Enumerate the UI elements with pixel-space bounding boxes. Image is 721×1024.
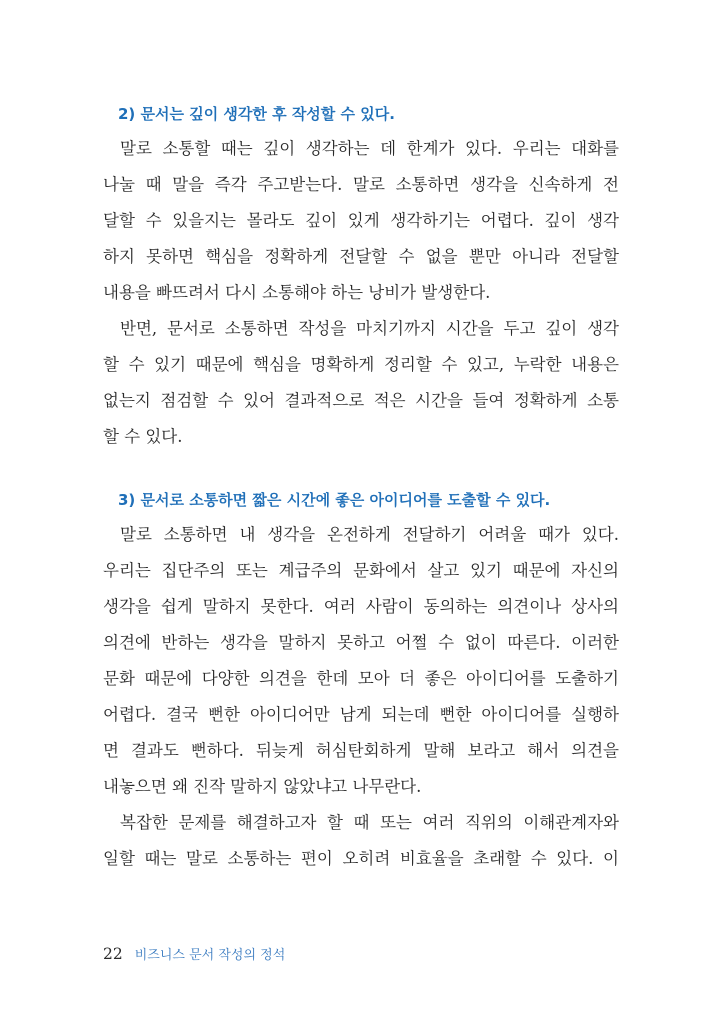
text-line: 나눌 때 말을 즉각 주고받는다. 말로 소통하면 생각을 신속하게 전 (103, 175, 619, 194)
text-line: 내놓으면 왜 진작 말하지 않았냐고 나무란다. (103, 777, 422, 796)
text-line: 할 수 있기 때문에 핵심을 명확하게 정리할 수 있고, 누락한 내용은 (103, 355, 619, 374)
text-line: 없는지 점검할 수 있어 결과적으로 적은 시간을 들여 정확하게 소통 (103, 391, 619, 410)
text-line: 달할 수 있을지는 몰라도 깊이 있게 생각하기는 어렵다. 깊이 생각 (103, 211, 619, 230)
section-3-paragraph-1 (103, 517, 619, 805)
text-line: 내용을 빠뜨려서 다시 소통해야 하는 낭비가 발생한다. (103, 283, 491, 302)
section-heading-2: 2) 문서는 깊이 생각한 후 작성할 수 있다. (118, 105, 395, 123)
text-line: 우리는 집단주의 또는 계급주의 문화에서 살고 있기 때문에 자신의 (103, 561, 619, 580)
text-line: 말로 소통할 때는 깊이 생각하는 데 한계가 있다. 우리는 대화를 (120, 139, 619, 158)
text-line: 반면, 문서로 소통하면 작성을 마치기까지 시간을 두고 깊이 생각 (120, 319, 619, 338)
text-line: 일할 때는 말로 소통하는 편이 오히려 비효율을 초래할 수 있다. 이 (103, 849, 619, 868)
section-3-paragraph-2 (103, 805, 619, 877)
text-line: 어렵다. 결국 뻔한 아이디어만 남게 되는데 뻔한 아이디어를 실행하 (103, 705, 619, 724)
text-line: 문화 때문에 다양한 의견을 한데 모아 더 좋은 아이디어를 도출하기 (103, 669, 619, 688)
text-line: 할 수 있다. (103, 427, 183, 446)
page-body (103, 103, 619, 877)
running-book-title: 비즈니스 문서 작성의 정석 (134, 948, 286, 963)
page-number: 22 (103, 945, 123, 963)
text-line: 말로 소통하면 내 생각을 온전하게 전달하기 어려울 때가 있다. (120, 525, 619, 544)
text-line: 생각을 쉽게 말하지 못한다. 여러 사람이 동의하는 의견이나 상사의 (103, 597, 619, 616)
page-footer (103, 944, 285, 964)
text-line: 의견에 반하는 생각을 말하지 못하고 어쩔 수 없이 따른다. 이러한 (103, 633, 619, 652)
text-line: 면 결과도 뻔하다. 뒤늦게 허심탄회하게 말해 보라고 해서 의견을 (103, 741, 619, 760)
section-2-paragraph-2 (103, 311, 619, 455)
section-2-paragraph-1 (103, 131, 619, 311)
section-heading-3: 3) 문서로 소통하면 짧은 시간에 좋은 아이디어를 도출할 수 있다. (118, 491, 551, 509)
text-line: 복잡한 문제를 해결하고자 할 때 또는 여러 직위의 이해관계자와 (120, 813, 619, 832)
text-line: 하지 못하면 핵심을 정확하게 전달할 수 없을 뿐만 아니라 전달할 (103, 247, 619, 266)
